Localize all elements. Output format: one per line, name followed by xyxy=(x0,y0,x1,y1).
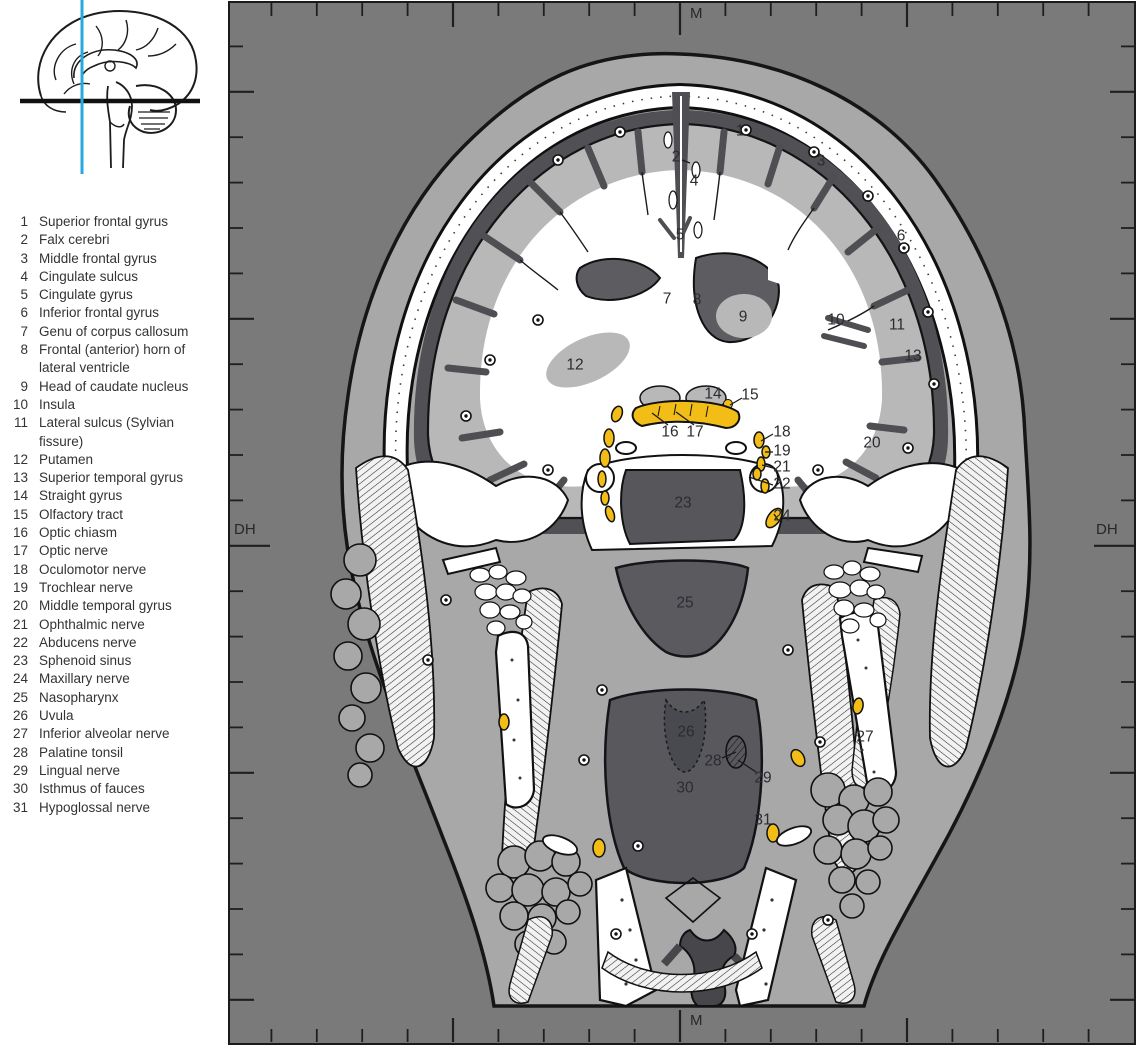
legend-item-label: Lateral sulcus (Sylvian fissure) xyxy=(39,415,175,449)
figure-callout-8: 8 xyxy=(692,291,702,309)
legend-item-number: 30 xyxy=(12,781,28,797)
legend-item-label: Head of caudate nucleus xyxy=(39,378,189,394)
midline-label-top: M xyxy=(690,5,703,22)
figure-callout-25: 25 xyxy=(676,594,694,612)
legend-item-label: Nasopharynx xyxy=(39,689,119,705)
legend-item-number: 31 xyxy=(12,799,28,815)
legend-item xyxy=(6,396,220,414)
legend-item xyxy=(6,762,220,780)
legend-item xyxy=(6,469,220,487)
legend-item xyxy=(6,689,220,707)
figure-callout-16: 16 xyxy=(661,423,679,441)
legend-item xyxy=(6,250,220,268)
legend-item-label: Maxillary nerve xyxy=(39,671,130,687)
legend-item-label: Putamen xyxy=(39,451,94,467)
legend-item xyxy=(6,652,220,670)
figure-callout-27: 27 xyxy=(856,728,874,746)
legend-item-number: 12 xyxy=(12,451,28,467)
legend-item-label: Isthmus of fauces xyxy=(39,781,145,797)
figure-callout-19: 19 xyxy=(773,442,791,460)
legend-item xyxy=(6,414,220,451)
legend-item-number: 18 xyxy=(12,561,28,577)
legend-item xyxy=(6,231,220,249)
legend-item xyxy=(6,542,220,560)
legend-item xyxy=(6,213,220,231)
legend-item-number: 21 xyxy=(12,616,28,632)
legend-item-label: Genu of corpus callosum xyxy=(39,323,189,339)
figure-callout-22: 22 xyxy=(773,475,791,493)
legend-item-number: 6 xyxy=(20,305,28,321)
legend-item xyxy=(6,451,220,469)
callout-layer xyxy=(228,0,1136,1045)
legend-item xyxy=(6,725,220,743)
legend-item-number: 29 xyxy=(12,762,28,778)
legend-item-label: Middle frontal gyrus xyxy=(39,250,157,266)
legend-item-label: Insula xyxy=(39,396,76,412)
legend-item-label: Palatine tonsil xyxy=(39,744,124,760)
legend-item-label: Inferior alveolar nerve xyxy=(39,726,170,742)
horizontal-plane-label-left: DH xyxy=(234,521,256,538)
legend-item xyxy=(6,744,220,762)
legend-item-number: 8 xyxy=(20,342,28,358)
legend-item-label: Middle temporal gyrus xyxy=(39,598,172,614)
legend-item-label: Cingulate sulcus xyxy=(39,268,139,284)
figure-callout-21: 21 xyxy=(773,458,791,476)
legend-item xyxy=(6,780,220,798)
legend-item xyxy=(6,707,220,725)
figure-callout-26: 26 xyxy=(677,723,695,741)
brain-sagittal-sketch xyxy=(8,0,218,200)
figure-callout-15: 15 xyxy=(741,386,759,404)
legend-item-number: 1 xyxy=(20,214,28,229)
legend-item xyxy=(6,378,220,396)
legend-list xyxy=(6,213,220,817)
figure-callout-24: 24 xyxy=(773,507,791,525)
legend-item-label: Sphenoid sinus xyxy=(39,653,132,669)
legend-item-label: Olfactory tract xyxy=(39,506,124,522)
legend-item-number: 10 xyxy=(12,396,28,412)
legend-item-label: Optic nerve xyxy=(39,543,109,559)
legend-item-label: Optic chiasm xyxy=(39,525,118,541)
figure-callout-31: 31 xyxy=(754,811,772,829)
legend-item-number: 19 xyxy=(12,579,28,595)
figure-callout-14: 14 xyxy=(704,385,722,403)
legend-item xyxy=(6,506,220,524)
legend-item xyxy=(6,561,220,579)
figure-callout-1: 1 xyxy=(735,122,745,140)
legend-item xyxy=(6,634,220,652)
figure-callout-7: 7 xyxy=(662,290,672,308)
legend-item-label: Uvula xyxy=(39,708,74,724)
legend-item-label: Ophthalmic nerve xyxy=(39,616,145,632)
legend-item-number: 7 xyxy=(20,323,28,339)
figure-callout-23: 23 xyxy=(674,494,692,512)
legend-item-label: Oculomotor nerve xyxy=(39,561,147,577)
legend-item-label: Superior temporal gyrus xyxy=(39,470,184,486)
legend-item-number: 26 xyxy=(12,708,28,724)
legend-item-number: 11 xyxy=(13,415,28,431)
figure-callout-20: 20 xyxy=(863,434,881,452)
legend-item-number: 24 xyxy=(12,671,28,687)
figure-callout-29: 29 xyxy=(754,769,772,787)
legend-item xyxy=(6,670,220,688)
legend-item xyxy=(6,616,220,634)
legend-item xyxy=(6,268,220,286)
legend-item-number: 23 xyxy=(12,653,28,669)
figure-callout-11: 11 xyxy=(888,316,906,334)
figure-callout-12: 12 xyxy=(566,356,584,374)
figure-callout-9: 9 xyxy=(738,308,748,326)
coronal-section-figure xyxy=(228,0,1136,1045)
legend-item-number: 2 xyxy=(20,232,28,248)
legend-item xyxy=(6,597,220,615)
figure-callout-3: 3 xyxy=(816,152,826,170)
legend-item-label: Superior frontal gyrus xyxy=(39,214,169,229)
legend-item-label: Hypoglossal nerve xyxy=(39,799,151,815)
horizontal-plane-label-right: DH xyxy=(1096,521,1118,538)
midline-label-bottom: M xyxy=(690,1012,703,1029)
legend-item-label: Cingulate gyrus xyxy=(39,287,133,303)
legend-item-number: 13 xyxy=(12,470,28,486)
legend-item-label: Falx cerebri xyxy=(39,232,110,248)
legend-item xyxy=(6,799,220,817)
figure-callout-18: 18 xyxy=(773,423,791,441)
legend-item-number: 16 xyxy=(12,525,28,541)
legend-item-label: Abducens nerve xyxy=(39,634,137,650)
legend-item xyxy=(6,323,220,341)
legend-item-label: Inferior frontal gyrus xyxy=(39,305,160,321)
legend-item-number: 22 xyxy=(12,634,28,650)
legend-item-label: Trochlear nerve xyxy=(39,579,134,595)
legend-item-number: 4 xyxy=(20,268,28,284)
figure-callout-17: 17 xyxy=(686,423,704,441)
section-plane-inset xyxy=(8,0,218,200)
legend-item-label: Lingual nerve xyxy=(39,762,121,778)
legend-item-number: 28 xyxy=(12,744,28,760)
figure-callout-4: 4 xyxy=(689,172,699,190)
legend-item-label: Straight gyrus xyxy=(39,488,123,504)
legend-item-number: 20 xyxy=(12,598,28,614)
legend-item-number: 5 xyxy=(20,287,28,303)
figure-callout-10: 10 xyxy=(827,311,845,329)
legend-item-number: 14 xyxy=(12,488,28,504)
legend-item xyxy=(6,524,220,542)
figure-callout-28: 28 xyxy=(704,752,722,770)
legend-item-number: 9 xyxy=(20,378,28,394)
figure-callout-30: 30 xyxy=(676,779,694,797)
figure-callout-6: 6 xyxy=(896,227,906,245)
legend-item-label: Frontal (anterior) horn of lateral ventricle xyxy=(39,342,186,376)
figure-callout-2: 2 xyxy=(671,148,681,166)
legend-item-number: 25 xyxy=(12,689,28,705)
figure-callout-5: 5 xyxy=(675,226,685,244)
legend-item xyxy=(6,286,220,304)
figure-callout-13: 13 xyxy=(904,347,922,365)
legend-item-number: 3 xyxy=(20,250,28,266)
legend-item-number: 15 xyxy=(12,506,28,522)
legend-item xyxy=(6,304,220,322)
legend-item xyxy=(6,341,220,378)
legend-item xyxy=(6,579,220,597)
legend-item-number: 27 xyxy=(12,726,28,742)
legend-item xyxy=(6,487,220,505)
legend-item-number: 17 xyxy=(12,543,28,559)
